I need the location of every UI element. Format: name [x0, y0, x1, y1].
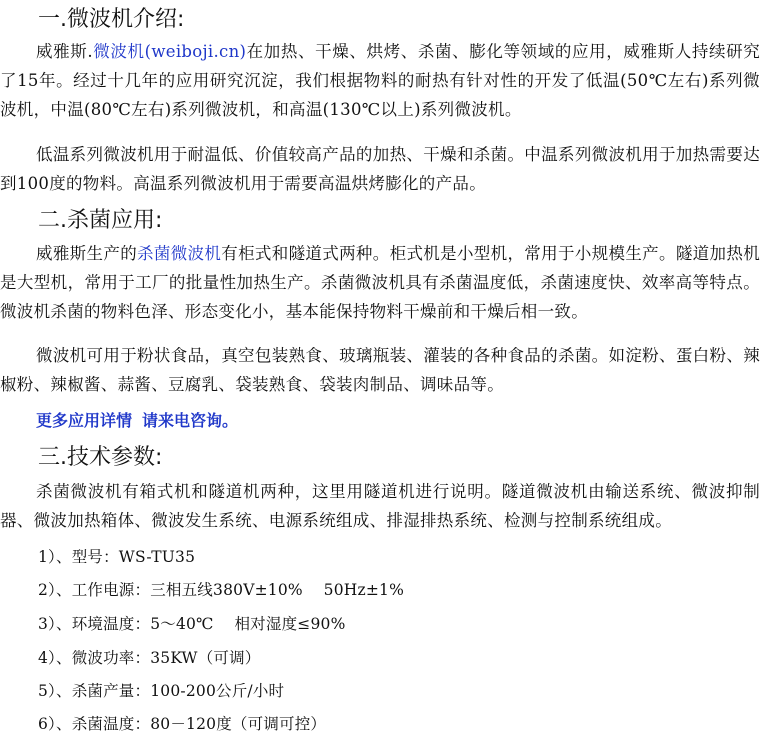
tech-paragraph-1: 杀菌微波机有箱式机和隧道机两种，这里用隧道机进行说明。隧道微波机由输送系统、微波抑制器、微波加热箱体、微波发生系统、电源系统组成、排湿排热系统、检测与控制系统组成。: [0, 482, 760, 530]
section-heading-tech: 三.技术参数:: [38, 445, 163, 470]
intro-paragraph-1: [0, 37, 760, 124]
weiboji-link[interactable]: 微波机(weiboji.cn): [92, 42, 247, 61]
spec-microwave-power: 4）、微波功率：35KW（可调）: [38, 649, 261, 667]
sterilize-paragraph-1: [0, 239, 760, 326]
contact-cta[interactable]: [36, 408, 238, 431]
spec-temperature: 6）、杀菌温度：80－120度（可调可控）: [38, 715, 327, 733]
spec-power-supply: 2）、工作电源：三相五线380V±10% 50Hz±1%: [38, 581, 405, 599]
section-heading-intro: 一.微波机介绍:: [38, 7, 185, 32]
intro-p1-rest: 在加热、干燥、烘烤、杀菌、膨化等领域的应用，威雅斯人持续研究了15年。经过十几年的应用研究沉淀，我们根据物料的耐热有针对性的开发了低温(50℃左右)系列微波机，中温(80℃左右)系列微波机，和高温(130℃以上)系列微波机。: [0, 42, 760, 119]
spec-model: 1）、型号：WS-TU35: [38, 548, 196, 566]
cta-more-details[interactable]: 更多应用详情: [36, 411, 133, 430]
sterilize-paragraph-2: 微波机可用于粉状食品，真空包装熟食、玻璃瓶装、灌装的各种食品的杀菌。如淀粉、蛋白粉、辣椒粉、辣椒酱、蒜酱、豆腐乳、袋装熟食、袋装肉制品、调味品等。: [0, 346, 760, 394]
intro-p1-start: 威雅斯.: [36, 42, 93, 61]
intro-paragraph-2: 低温系列微波机用于耐温低、价值较高产品的加热、干燥和杀菌。中温系列微波机用于加热需要达到100度的物料。高温系列微波机用于需要高温烘烤膨化的产品。: [0, 145, 760, 193]
sterilize-microwave-link[interactable]: 杀菌微波机: [137, 244, 222, 263]
spec-output: 5）、杀菌产量：100-200公斤/小时: [38, 682, 285, 700]
sterilize-p1-start: 威雅斯生产的: [36, 244, 138, 263]
sterilize-p1-rest: 有柜式和隧道式两种。柜式机是小型机，常用于小规模生产。隧道加热机是大型机，常用于工厂的批量性加热生产。杀菌微波机具有杀菌温度低，杀菌速度快、效率高等特点。微波机杀菌的物料色泽、形态变化小，基本能保持物料干燥前和干燥后相一致。: [0, 244, 760, 321]
section-heading-sterilize: 二.杀菌应用:: [38, 208, 163, 233]
cta-call-us[interactable]: 请来电咨询。: [142, 411, 239, 430]
spec-environment: 3）、环境温度：5～40℃ 相对湿度≤90%: [38, 615, 346, 633]
